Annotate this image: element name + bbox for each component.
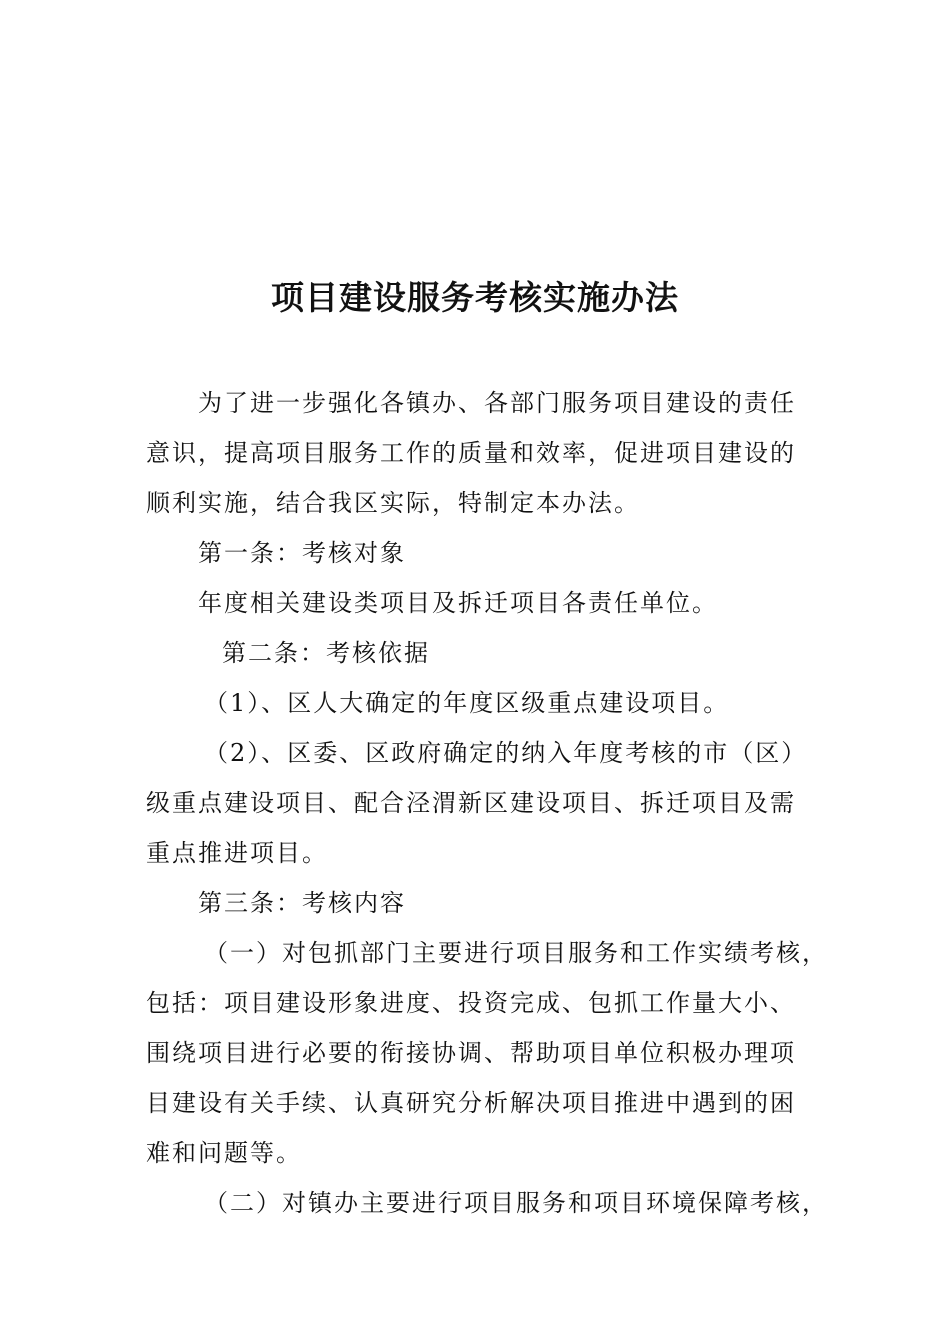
paragraph-intro-line-3: 顺利实施，结合我区实际，特制定本办法。 bbox=[146, 489, 640, 517]
article-2-heading: 第二条：考核依据 bbox=[222, 639, 430, 667]
article-3-item-1-line-1: （一）对包抓部门主要进行项目服务和工作实绩考核， bbox=[204, 939, 828, 967]
article-1-heading: 第一条：考核对象 bbox=[198, 539, 406, 567]
document-body bbox=[146, 378, 826, 1228]
article-3-item-1-line-5: 难和问题等。 bbox=[146, 1139, 302, 1167]
article-1-text: 年度相关建设类项目及拆迁项目各责任单位。 bbox=[198, 589, 718, 617]
article-2-item-2-line-2: 级重点建设项目、配合泾渭新区建设项目、拆迁项目及需 bbox=[146, 789, 796, 817]
paragraph-intro-line-2: 意识，提高项目服务工作的质量和效率，促进项目建设的 bbox=[146, 439, 796, 467]
article-2-item-2-line-1: （2）、区委、区政府确定的纳入年度考核的市（区） bbox=[204, 739, 808, 767]
article-3-item-2-line-1: （二）对镇办主要进行项目服务和项目环境保障考核， bbox=[204, 1189, 828, 1217]
article-3-heading: 第三条：考核内容 bbox=[198, 889, 406, 917]
article-3-item-1-line-2: 包括：项目建设形象进度、投资完成、包抓工作量大小、 bbox=[146, 989, 796, 1017]
paragraph-intro-line-1: 为了进一步强化各镇办、各部门服务项目建设的责任 bbox=[198, 389, 796, 417]
document-title: 项目建设服务考核实施办法 bbox=[271, 278, 679, 317]
article-2-item-2-line-3: 重点推进项目。 bbox=[146, 839, 328, 867]
article-3-item-1-line-3: 围绕项目进行必要的衔接协调、帮助项目单位积极办理项 bbox=[146, 1039, 796, 1067]
article-3-item-1-line-4: 目建设有关手续、认真研究分析解决项目推进中遇到的困 bbox=[146, 1089, 796, 1117]
article-2-item-1: （1）、区人大确定的年度区级重点建设项目。 bbox=[204, 689, 730, 717]
